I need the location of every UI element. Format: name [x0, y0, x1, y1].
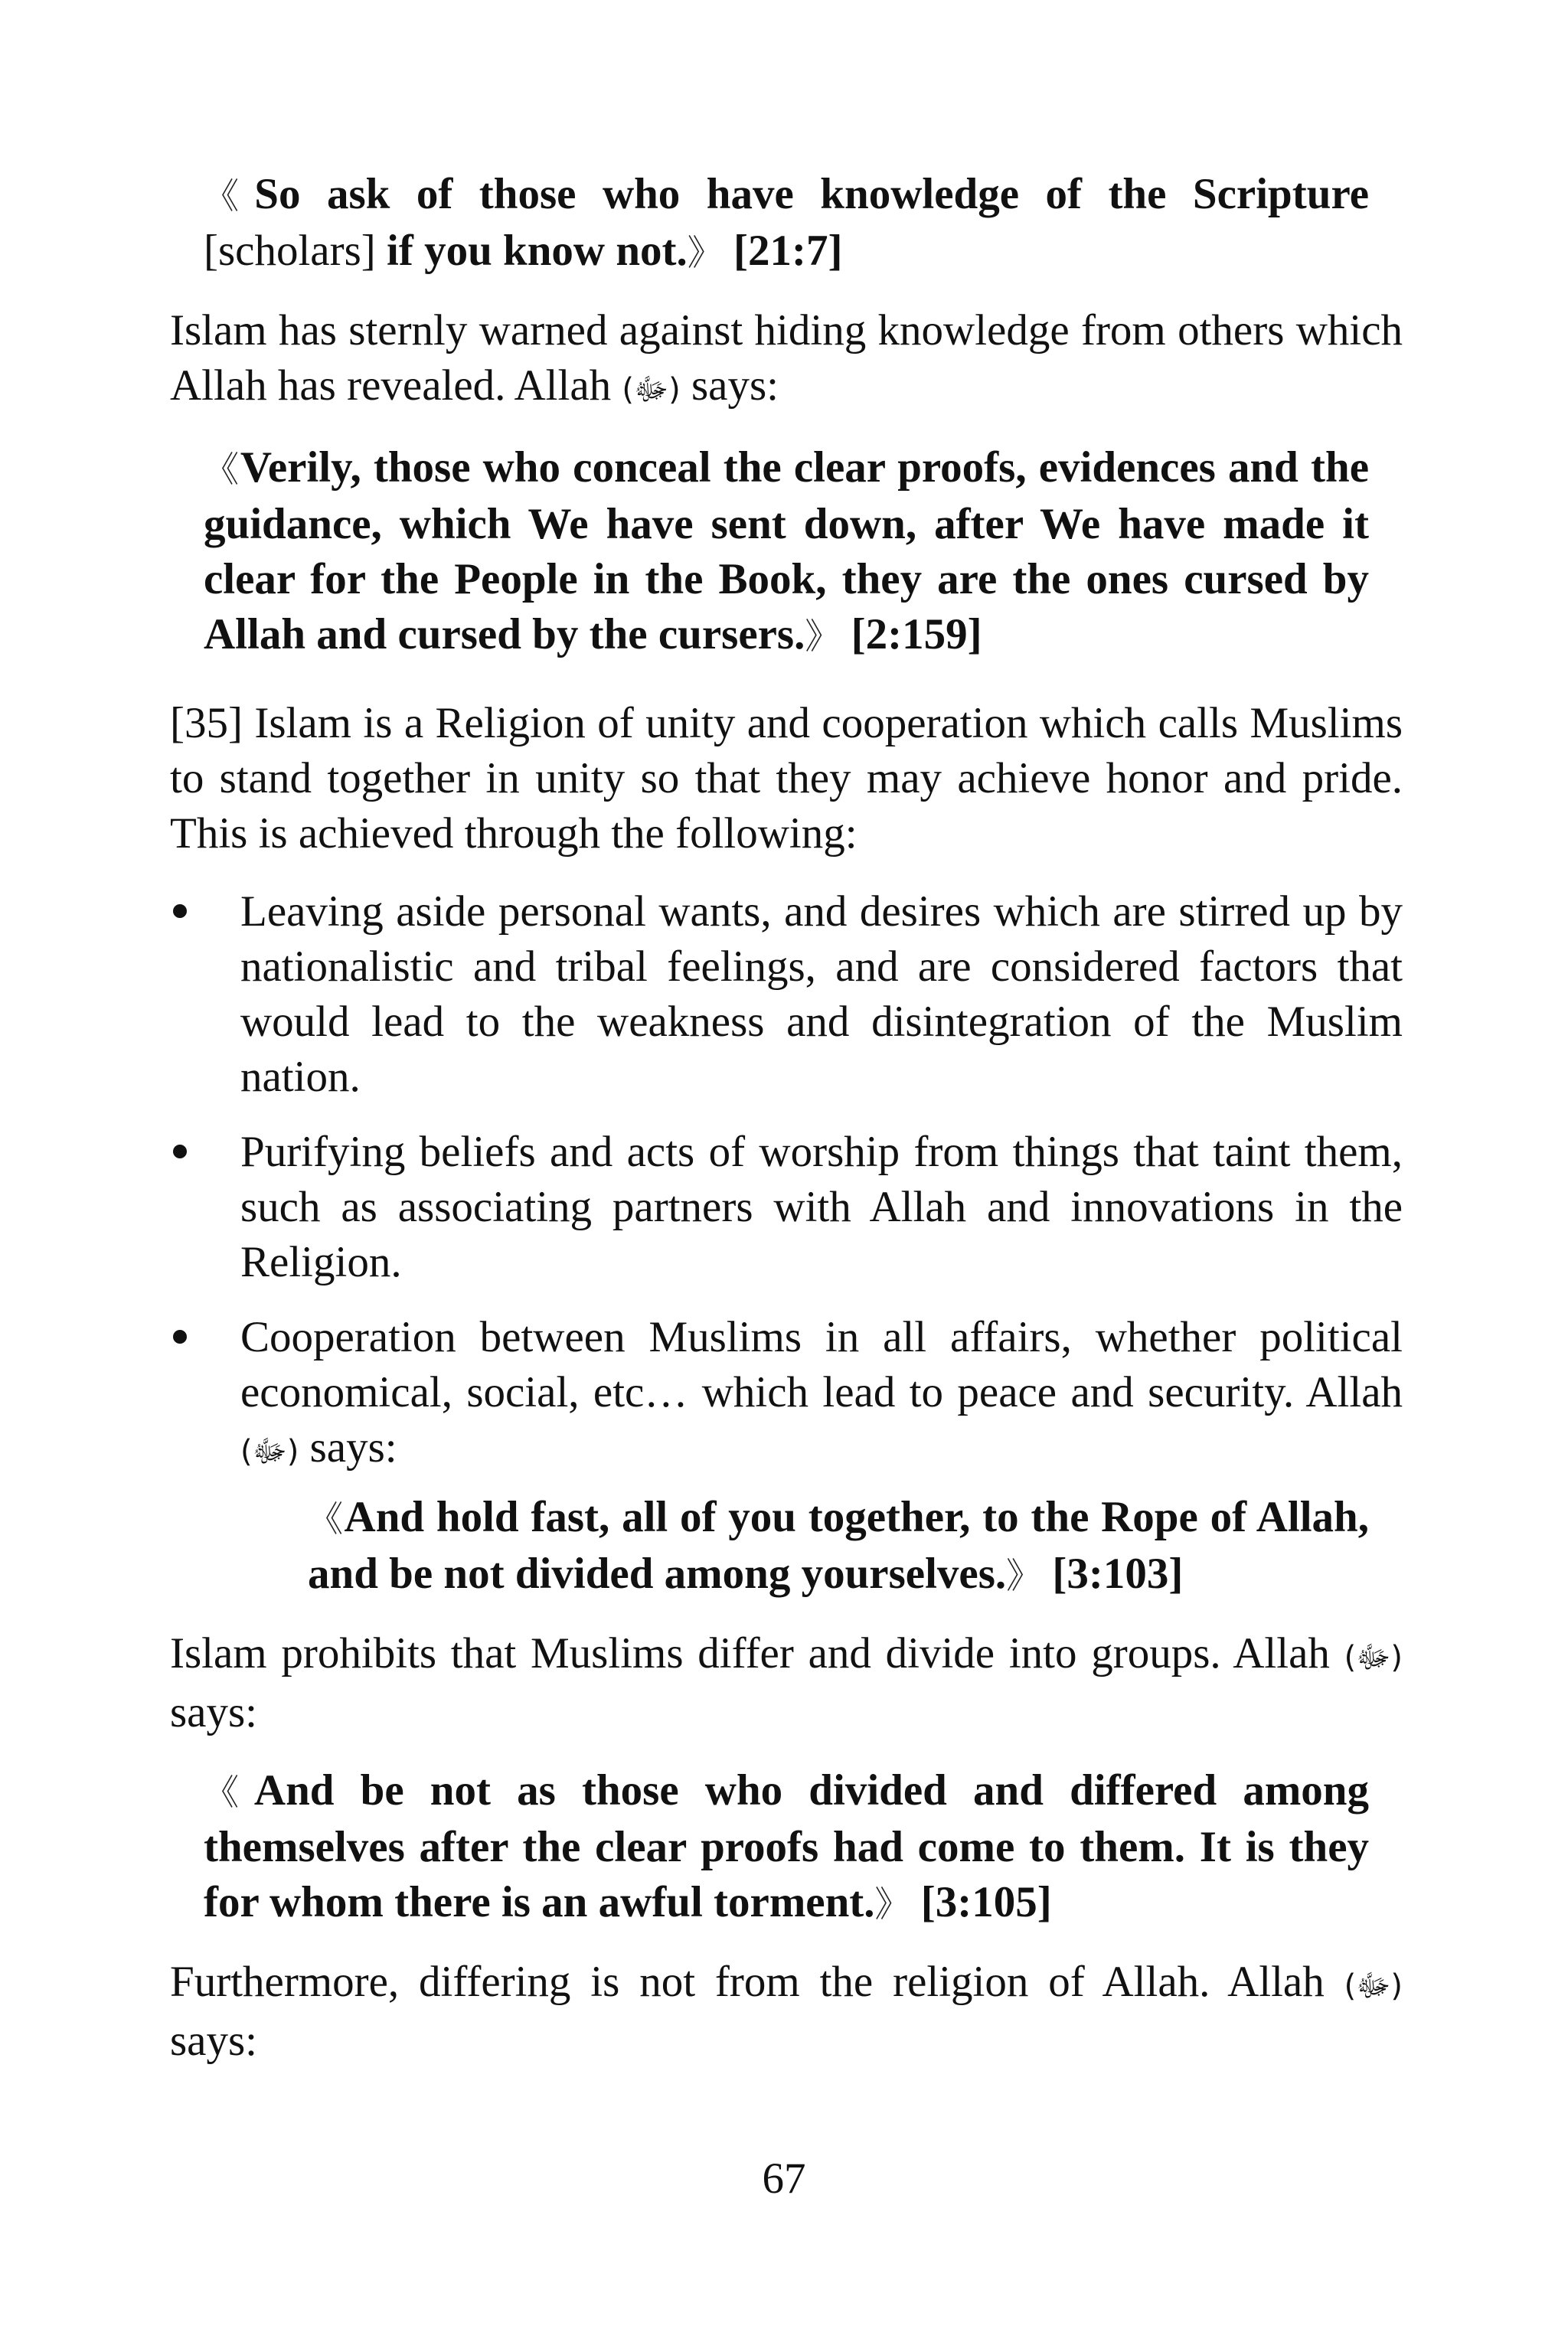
page-number: 67	[762, 2154, 806, 2203]
quote-text: And be not as those who divided and differed among themselves after the clear proofs had come to them. It is they for whom there is an awful torment.	[204, 1766, 1369, 1926]
paragraph-text: Islam has sternly warned against hiding knowledge from others which Allah has revealed. Allah	[170, 306, 1403, 410]
quote-text-plain: [scholars]	[204, 227, 376, 275]
paragraph-hiding-knowledge	[170, 303, 1403, 417]
says-text: says:	[680, 361, 779, 410]
bullet-item	[170, 1310, 1403, 1479]
quote-reference: [2:159]	[851, 610, 982, 658]
bullet-dot	[173, 1145, 187, 1158]
quote-open-ornament: 《	[308, 1498, 345, 1540]
paragraph-text: Furthermore, differing is not from the religion of Allah. Allah	[170, 1958, 1344, 2006]
bullet-text: Cooperation between Muslims in all affairs, whether political economical, social, etc… which lead to peace and security. Allah	[240, 1313, 1403, 1416]
quran-quote-2-159	[204, 440, 1369, 664]
quote-open-ornament: 《	[204, 449, 240, 490]
says-text: says:	[170, 1688, 257, 1736]
bullet-item	[170, 1125, 1403, 1290]
says-text: says:	[299, 1423, 397, 1472]
quote-close-ornament: 》	[805, 616, 841, 657]
bullet-dot	[173, 904, 187, 918]
quote-text: Verily, those who conceal the clear proofs, evidences and the guidance, which We have sent down, after We have made it clear for the People in the Book, they are the ones cursed by Allah and cursed by the cursers.	[204, 443, 1369, 658]
paragraph-unity	[170, 696, 1403, 861]
quote-close-ornament: 》	[687, 232, 723, 273]
bullet-list	[170, 884, 1403, 1479]
honorific-glyph: (ﷻ)	[1344, 1968, 1403, 2004]
quote-text: And hold fast, all of you together, to the Rope of Allah, and be not divided among yourselves.	[308, 1493, 1369, 1598]
quote-reference: [3:105]	[920, 1878, 1052, 1926]
quote-open-ornament: 《	[204, 175, 255, 217]
paragraph-text: Islam prohibits that Muslims differ and divide into groups. Allah	[170, 1629, 1344, 1677]
paragraph-text: [35] Islam is a Religion of unity and cooperation which calls Muslims to stand together in unity so that they may achieve honor and pride. This is achieved through the following:	[170, 699, 1403, 858]
paragraph-differing	[170, 1955, 1403, 2069]
honorific-glyph: (ﷻ)	[240, 1434, 299, 1469]
bullet-text: Leaving aside personal wants, and desires which are stirred up by nationalistic and tribal feelings, and are considered factors that would lead to the weakness and disintegration of the Muslim nation.	[240, 887, 1403, 1101]
honorific-glyph: (ﷻ)	[622, 372, 681, 407]
quran-quote-21-7	[204, 167, 1369, 280]
quote-text-bold-end: if you know not.	[387, 227, 688, 275]
quran-quote-3-103	[308, 1490, 1369, 1603]
says-text: says:	[170, 2017, 257, 2065]
quote-close-ornament: 》	[874, 1883, 910, 1925]
quran-quote-3-105	[204, 1763, 1369, 1932]
bullet-dot	[173, 1330, 187, 1344]
quote-text-bold: So ask of those who have knowledge of the Scripture	[254, 170, 1370, 218]
honorific-glyph: (ﷻ)	[1344, 1640, 1403, 1675]
paragraph-prohibits-division	[170, 1626, 1403, 1740]
quote-close-ornament: 》	[1006, 1555, 1042, 1596]
bullet-text: Purifying beliefs and acts of worship from things that taint them, such as associating partners with Allah and innovations in the Religion.	[240, 1128, 1403, 1286]
quote-open-ornament: 《	[204, 1772, 254, 1813]
bullet-item	[170, 884, 1403, 1105]
quote-reference: [3:103]	[1052, 1550, 1184, 1598]
page-content	[170, 167, 1403, 2069]
quote-reference: [21:7]	[733, 227, 843, 275]
